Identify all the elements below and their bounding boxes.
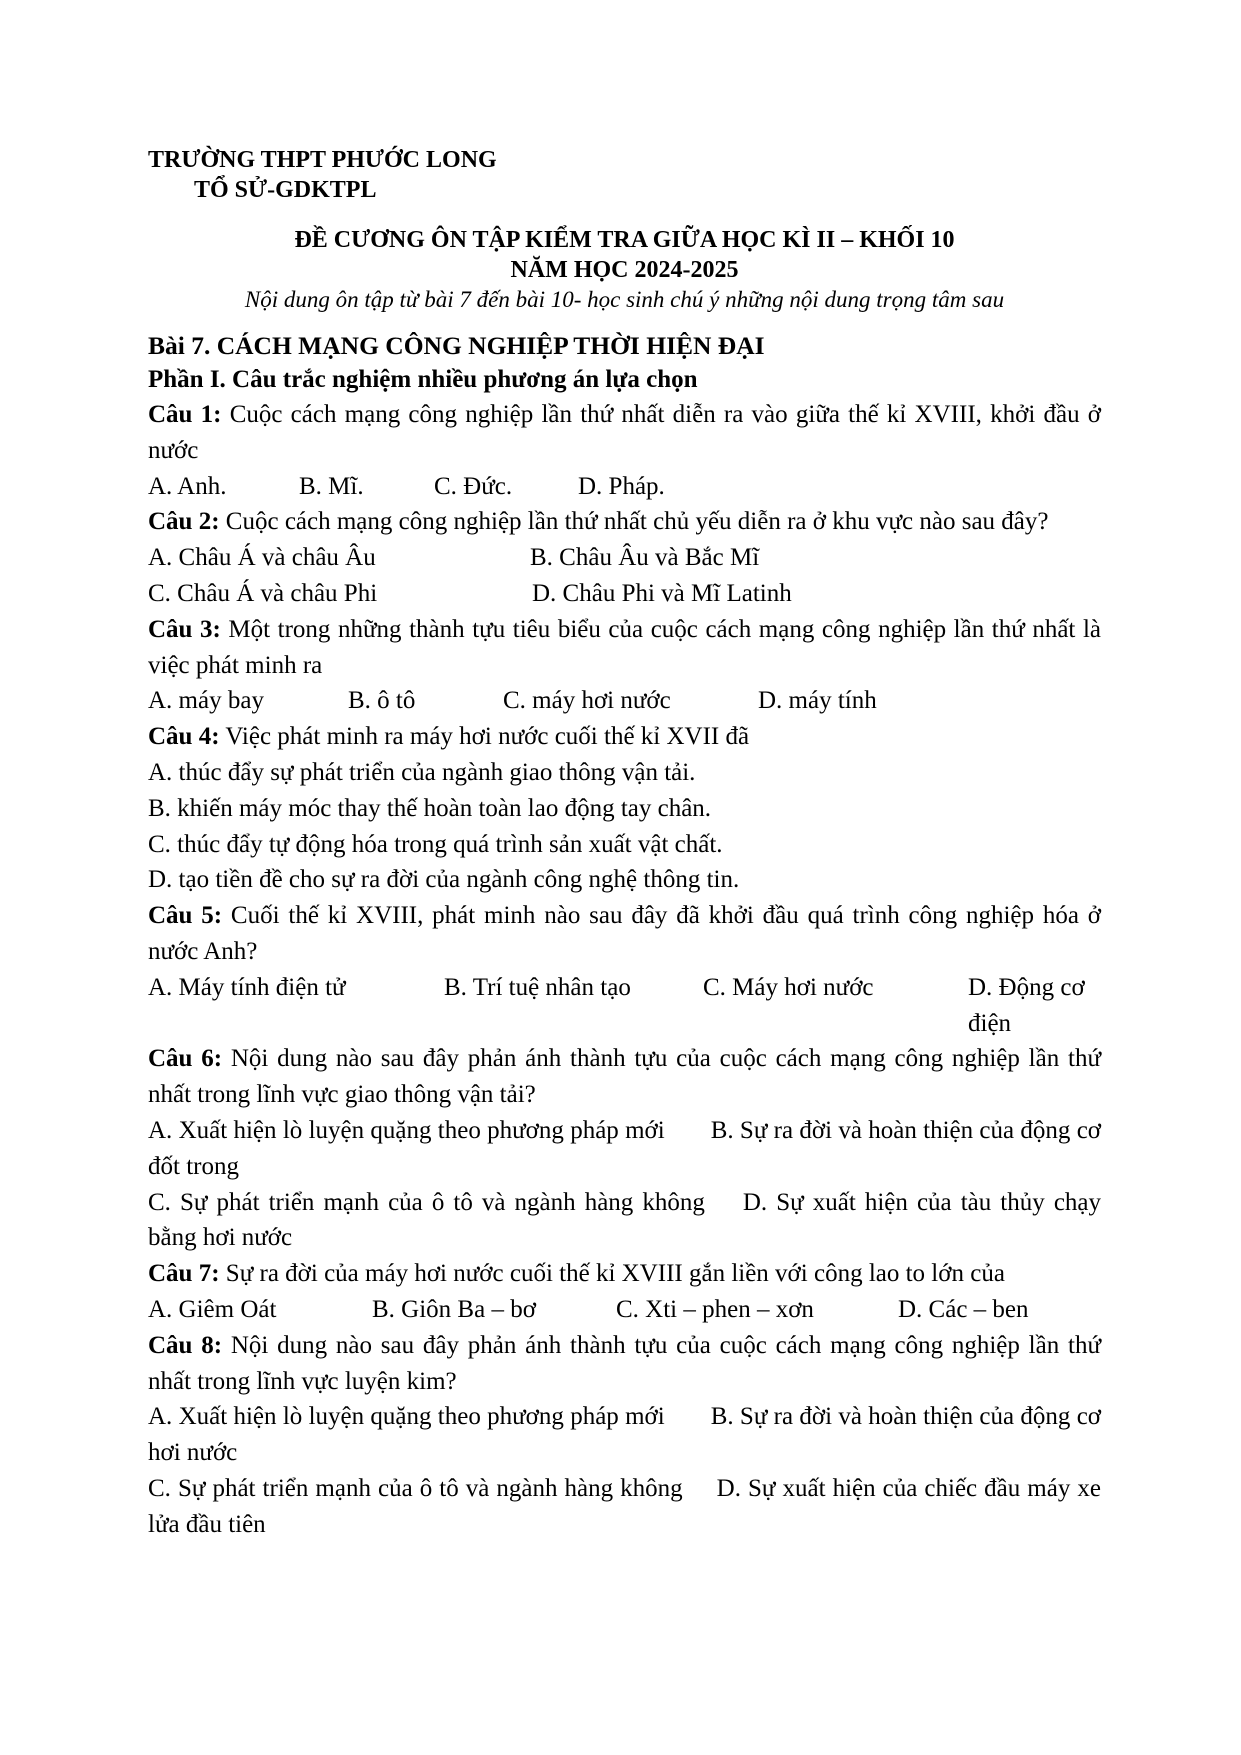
option-c: C. máy hơi nước bbox=[503, 687, 671, 715]
option-c: C. Sự phát triển mạnh của ô tô và ngành hàng không bbox=[148, 1474, 683, 1502]
question-4 bbox=[148, 719, 1101, 755]
options-row bbox=[148, 540, 1101, 576]
options-row bbox=[148, 683, 1101, 719]
question-3 bbox=[148, 612, 1101, 684]
option-d: D. Các – ben bbox=[898, 1295, 1029, 1323]
question-label: Câu 2: bbox=[148, 508, 220, 536]
option-a: A. Máy tính điện tử bbox=[148, 973, 346, 1001]
options-block bbox=[148, 1399, 1101, 1471]
question-label: Câu 7: bbox=[148, 1260, 220, 1288]
option-d: D. máy tính bbox=[758, 687, 877, 715]
option-c: C. Máy hơi nước bbox=[703, 973, 874, 1001]
lesson-heading: Bài 7. CÁCH MẠNG CÔNG NGHIỆP THỜI HIỆN ĐẠI bbox=[148, 331, 765, 360]
question-5 bbox=[148, 898, 1101, 970]
options-row bbox=[148, 970, 1101, 1037]
option-a: A. Giêm Oát bbox=[148, 1295, 277, 1323]
option-d: D. Động cơ điện bbox=[968, 973, 1085, 1037]
option-b: B. Châu Âu và Bắc Mĩ bbox=[530, 544, 760, 572]
option-b: B. Mĩ. bbox=[299, 472, 364, 500]
question-text: Một trong những thành tựu tiêu biểu của cuộc cách mạng công nghiệp lần thứ nhất là việc phát minh ra bbox=[148, 615, 1101, 679]
question-text: Cuối thế kỉ XVIII, phát minh nào sau đây đã khởi đầu quá trình công nghiệp hóa ở nước Anh? bbox=[148, 902, 1101, 965]
department-name: TỔ SỬ-GDKTPL bbox=[194, 177, 377, 203]
question-label: Câu 6: bbox=[148, 1045, 223, 1073]
question-label: Câu 1: bbox=[148, 401, 222, 428]
review-note: Nội dung ôn tập từ bài 7 đến bài 10- học sinh chú ý những nội dung trọng tâm sau bbox=[244, 287, 1005, 312]
option-d: D. Châu Phi và Mĩ Latinh bbox=[532, 579, 792, 607]
question-text: Sự ra đời của máy hơi nước cuối thế kỉ XVIII gắn liền với công lao to lớn của bbox=[219, 1260, 1005, 1288]
option-a: A. Anh. bbox=[148, 472, 227, 500]
question-text: Cuộc cách mạng công nghiệp lần thứ nhất chủ yếu diễn ra ở khu vực nào sau đây? bbox=[219, 508, 1049, 536]
question-7 bbox=[148, 1256, 1101, 1292]
option-b: B. Sự ra đời và hoàn thiện của động cơ hơi nước bbox=[148, 1403, 1102, 1467]
option-c: C. Sự phát triển mạnh của ô tô và ngành hàng không bbox=[148, 1188, 705, 1216]
option-a: A. máy bay bbox=[148, 687, 264, 715]
options-block bbox=[148, 1113, 1101, 1185]
option-a: A. Xuất hiện lò luyện quặng theo phương pháp mới bbox=[148, 1116, 665, 1144]
option-b: B. Sự ra đời và hoàn thiện của động cơ đốt trong bbox=[148, 1116, 1102, 1180]
option-c: C. Đức. bbox=[434, 472, 513, 500]
question-text: Nội dung nào sau đây phản ánh thành tựu của cuộc cách mạng công nghiệp lần thứ nhất trong lĩnh vực giao thông vận tải? bbox=[148, 1045, 1101, 1109]
option-b: B. khiến máy móc thay thế hoàn toàn lao động tay chân. bbox=[148, 794, 712, 822]
option-b: B. Trí tuệ nhân tạo bbox=[444, 973, 631, 1001]
question-label: Câu 8: bbox=[148, 1331, 223, 1359]
question-label: Câu 4: bbox=[148, 723, 220, 751]
option-c: C. Xti – phen – xơn bbox=[616, 1295, 814, 1323]
option-a: A. Châu Á và châu Âu bbox=[148, 544, 376, 572]
option-d: D. Sự xuất hiện của chiếc đầu máy xe lửa đầu tiên bbox=[148, 1474, 1101, 1538]
option-a: A. thúc đẩy sự phát triển của ngành giao thông vận tải. bbox=[148, 758, 696, 786]
option-a: A. Xuất hiện lò luyện quặng theo phương pháp mới bbox=[148, 1403, 665, 1431]
question-text: Cuộc cách mạng công nghiệp lần thứ nhất diễn ra vào giữa thế kỉ XVIII, khởi đầu ở nước bbox=[148, 401, 1101, 464]
option-d: D. Pháp. bbox=[578, 472, 665, 500]
option-b: B. ô tô bbox=[348, 687, 416, 715]
question-label: Câu 3: bbox=[148, 615, 221, 643]
part-heading: Phần I. Câu trắc nghiệm nhiều phương án lựa chọn bbox=[148, 366, 698, 393]
option-d: D. Sự xuất hiện của tàu thủy chạy bằng hơi nước bbox=[148, 1188, 1102, 1252]
option-c: C. Châu Á và châu Phi bbox=[148, 579, 378, 607]
school-name: TRƯỜNG THPT PHƯỚC LONG bbox=[148, 147, 497, 173]
question-1 bbox=[148, 397, 1101, 469]
question-2 bbox=[148, 504, 1101, 540]
question-text: Việc phát minh ra máy hơi nước cuối thế kỉ XVII đã bbox=[219, 723, 750, 751]
options-row bbox=[148, 1292, 1101, 1328]
option-b: B. Giôn Ba – bơ bbox=[372, 1295, 536, 1323]
question-8 bbox=[148, 1328, 1101, 1400]
options-block bbox=[148, 1471, 1101, 1543]
question-label: Câu 5: bbox=[148, 902, 223, 930]
options-row bbox=[148, 576, 1101, 612]
question-text: Nội dung nào sau đây phản ánh thành tựu của cuộc cách mạng công nghiệp lần thứ nhất trong lĩnh vực luyện kim? bbox=[148, 1331, 1101, 1395]
school-year: NĂM HỌC 2024-2025 bbox=[510, 257, 739, 283]
option-c: C. thúc đẩy tự động hóa trong quá trình sản xuất vật chất. bbox=[148, 830, 723, 858]
document-title: ĐỀ CƯƠNG ÔN TẬP KIỂM TRA GIỮA HỌC KÌ II – KHỐI 10 bbox=[294, 227, 955, 253]
options-row bbox=[148, 469, 1101, 505]
option-d: D. tạo tiền đề cho sự ra đời của ngành công nghệ thông tin. bbox=[148, 866, 740, 894]
question-6 bbox=[148, 1041, 1101, 1113]
options-block bbox=[148, 1185, 1101, 1257]
